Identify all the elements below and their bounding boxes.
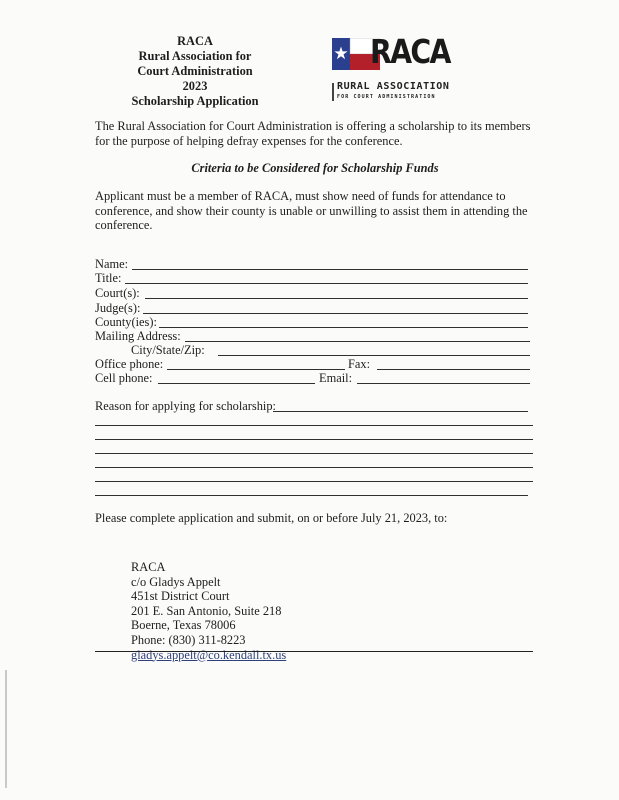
cell-email-field-row — [95, 371, 535, 386]
reason-line[interactable] — [95, 425, 533, 426]
cell-phone-line[interactable] — [158, 383, 315, 384]
address-city: Boerne, Texas 78006 — [131, 618, 236, 633]
address-court: 451st District Court — [131, 589, 230, 604]
address-org: RACA — [131, 560, 166, 574]
reason-line-first[interactable] — [273, 411, 528, 412]
submit-instructions: Please complete application and submit, on or before July 21, 2023, to: — [95, 511, 448, 525]
header-line-year: 2023 — [182, 79, 208, 93]
reason-line[interactable] — [95, 495, 528, 496]
intro-paragraph: The Rural Association for Court Administration is offering a scholarship to its members for the purpose of helping defray expenses for the conference. — [95, 119, 531, 148]
title-line[interactable] — [125, 283, 528, 284]
raca-logo — [332, 32, 456, 104]
title-field-row — [95, 271, 530, 286]
scan-artifact — [5, 670, 7, 788]
mailing-address-label: Mailing Address: — [95, 329, 181, 343]
reason-line[interactable] — [95, 481, 533, 482]
criteria-heading: Criteria to be Considered for Scholarship Funds — [191, 161, 439, 175]
mailing-address-field-row — [95, 329, 535, 344]
mailing-address-line[interactable] — [185, 341, 530, 342]
mailing-address-block — [131, 560, 286, 662]
fax-line[interactable] — [377, 369, 530, 370]
logo-subtagline: FOR COURT ADMINISTRATION — [337, 94, 436, 100]
judges-field-row — [95, 301, 530, 316]
counties-label: County(ies): — [95, 315, 157, 329]
address-phone: Phone: (830) 311-8223 — [131, 632, 246, 647]
office-phone-label: Office phone: — [95, 357, 164, 371]
name-label: Name: — [95, 257, 129, 271]
header-block — [112, 34, 278, 109]
title-label: Title: — [95, 271, 122, 285]
city-state-zip-field-row — [95, 343, 535, 358]
logo-tagline: RURAL ASSOCIATION — [337, 81, 450, 92]
city-state-zip-line[interactable] — [218, 355, 530, 356]
reason-line[interactable] — [95, 467, 533, 468]
address-attn: c/o Gladys Appelt — [131, 574, 221, 589]
name-line[interactable] — [132, 269, 528, 270]
address-street: 201 E. San Antonio, Suite 218 — [131, 603, 282, 618]
header-line-org: RACA — [177, 34, 213, 48]
reason-field-row — [95, 399, 535, 414]
courts-field-row — [95, 286, 530, 301]
office-phone-line[interactable] — [167, 369, 345, 370]
logo-wordmark: RACA — [370, 32, 450, 71]
address-email-link[interactable]: gladys.appelt@co.kendall.tx.us — [131, 647, 287, 662]
criteria-paragraph: Applicant must be a member of RACA, must show need of funds for attendance to conference, and show their county is unable or unwilling to assist them in attending the conference. — [95, 189, 528, 232]
reason-label: Reason for applying for scholarship: — [95, 399, 277, 413]
phone-fax-field-row — [95, 357, 535, 372]
reason-line[interactable] — [95, 453, 533, 454]
bottom-divider — [95, 651, 533, 652]
reason-line[interactable] — [95, 439, 533, 440]
header-line-court-admin: Court Administration — [137, 64, 253, 78]
judges-line[interactable] — [143, 313, 528, 314]
email-label: Email: — [319, 371, 353, 385]
counties-line[interactable] — [159, 327, 528, 328]
courts-line[interactable] — [145, 298, 528, 299]
header-line-association: Rural Association for — [138, 49, 252, 63]
email-line[interactable] — [357, 383, 530, 384]
fax-label: Fax: — [348, 357, 371, 371]
judges-label: Judge(s): — [95, 301, 141, 315]
name-field-row — [95, 257, 530, 272]
courts-label: Court(s): — [95, 286, 140, 300]
city-state-zip-label: City/State/Zip: — [131, 343, 205, 357]
cell-phone-label: Cell phone: — [95, 371, 153, 385]
logo-divider — [332, 83, 334, 101]
counties-field-row — [95, 315, 530, 330]
header-line-scholarship: Scholarship Application — [131, 94, 259, 108]
